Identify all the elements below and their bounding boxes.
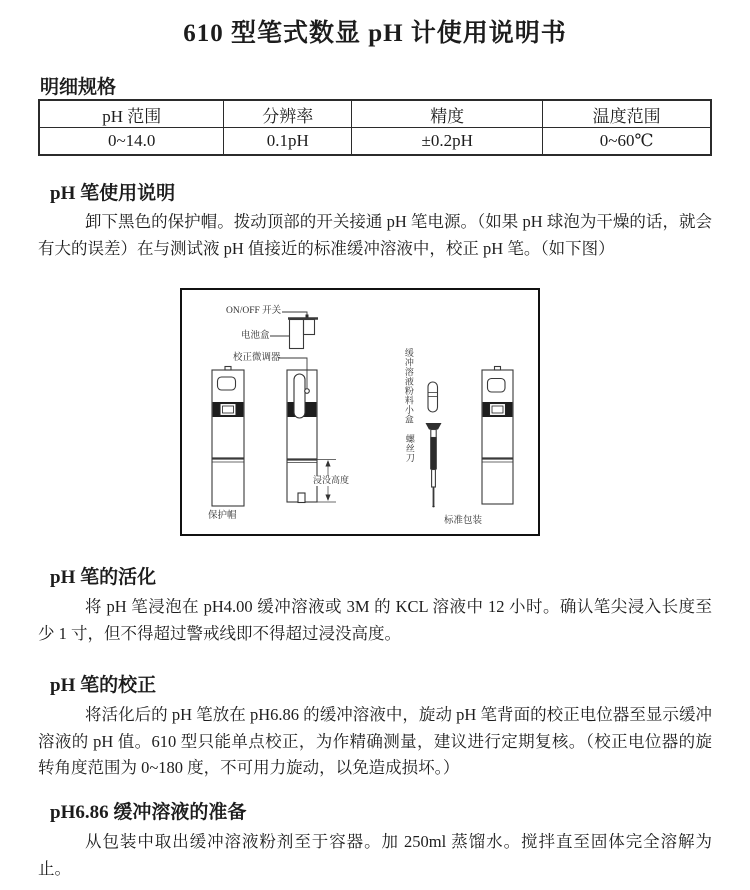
screwdriver-drawing bbox=[426, 423, 442, 507]
spec-value-temp-range: 0~60℃ bbox=[543, 128, 711, 156]
battery-compartment-drawing bbox=[270, 312, 318, 388]
ph-pen-diagram-figure bbox=[180, 288, 540, 536]
buffer-section-body: 从包装中取出缓冲溶液粉剂至于容器。加 250ml 蒸馏水。搅拌直至固体完全溶解为止。 bbox=[38, 832, 712, 878]
usage-section-body: 卸下黑色的保护帽。拨动顶部的开关接通 pH 笔电源。（如果 pH 球泡为干燥的话，就会有大的误差）在与测试液 pH 值接近的标准缓冲溶液中，校正 pH 笔。（如下图） bbox=[38, 212, 712, 258]
spec-col-ph-range: pH 范围 bbox=[39, 100, 224, 128]
usage-section-heading: pH 笔使用说明 bbox=[50, 183, 176, 204]
specs-header-row bbox=[39, 100, 711, 128]
activation-section-heading: pH 笔的活化 bbox=[50, 567, 157, 588]
capsule-drawing bbox=[428, 382, 438, 412]
diagram-line-art bbox=[182, 290, 538, 534]
spec-col-temp-range: 温度范围 bbox=[543, 100, 711, 128]
spec-col-resolution: 分辨率 bbox=[224, 100, 352, 128]
calibration-trimmer-label: 校正微调器 bbox=[233, 353, 281, 363]
pen-front-left-drawing bbox=[212, 367, 244, 507]
protective-cap-label: 保护帽 bbox=[208, 511, 237, 521]
on-off-switch-label: ON/OFF 开关 bbox=[226, 306, 282, 316]
calibration-section-body: 将活化后的 pH 笔放在 pH6.86 的缓冲溶液中，旋动 pH 笔背面的校正电位器至显示缓冲溶液的 pH 值。610 型只能单点校正，为作精确测量，建议进行定期复核。（校正电位器的旋转角度范围为 0~180 度，不可用力旋动，以免造成损坏。） bbox=[38, 705, 712, 777]
battery-box-label: 电池盒 bbox=[241, 331, 270, 341]
specs-heading: 明细规格 bbox=[40, 77, 117, 98]
page-title: 610 型笔式数显 pH 计使用说明书 bbox=[183, 20, 567, 47]
spec-col-accuracy: 精度 bbox=[352, 100, 543, 128]
spec-value-resolution: 0.1pH bbox=[224, 128, 352, 156]
standard-package-label: 标准包装 bbox=[444, 516, 483, 526]
pen-front-right-drawing bbox=[482, 367, 513, 505]
screwdriver-label: 螺丝刀 bbox=[404, 434, 415, 463]
spec-value-ph-range: 0~14.0 bbox=[39, 128, 224, 156]
specs-table bbox=[38, 99, 712, 156]
activation-section-body: 将 pH 笔浸泡在 pH4.00 缓冲溶液或 3M 的 KCL 溶液中 12 小时。确认笔尖浸入长度至少 1 寸，但不得超过警戒线即不得超过浸没高度。 bbox=[38, 597, 712, 643]
buffer-section-heading: pH6.86 缓冲溶液的准备 bbox=[50, 802, 247, 823]
calibration-section-heading: pH 笔的校正 bbox=[50, 675, 157, 696]
immersion-height-label: 浸没高度 bbox=[313, 475, 350, 485]
spec-value-accuracy: ±0.2pH bbox=[352, 128, 543, 156]
specs-value-row bbox=[39, 128, 711, 156]
buffer-powder-label: 缓冲溶液粉料小盒 bbox=[403, 348, 414, 424]
